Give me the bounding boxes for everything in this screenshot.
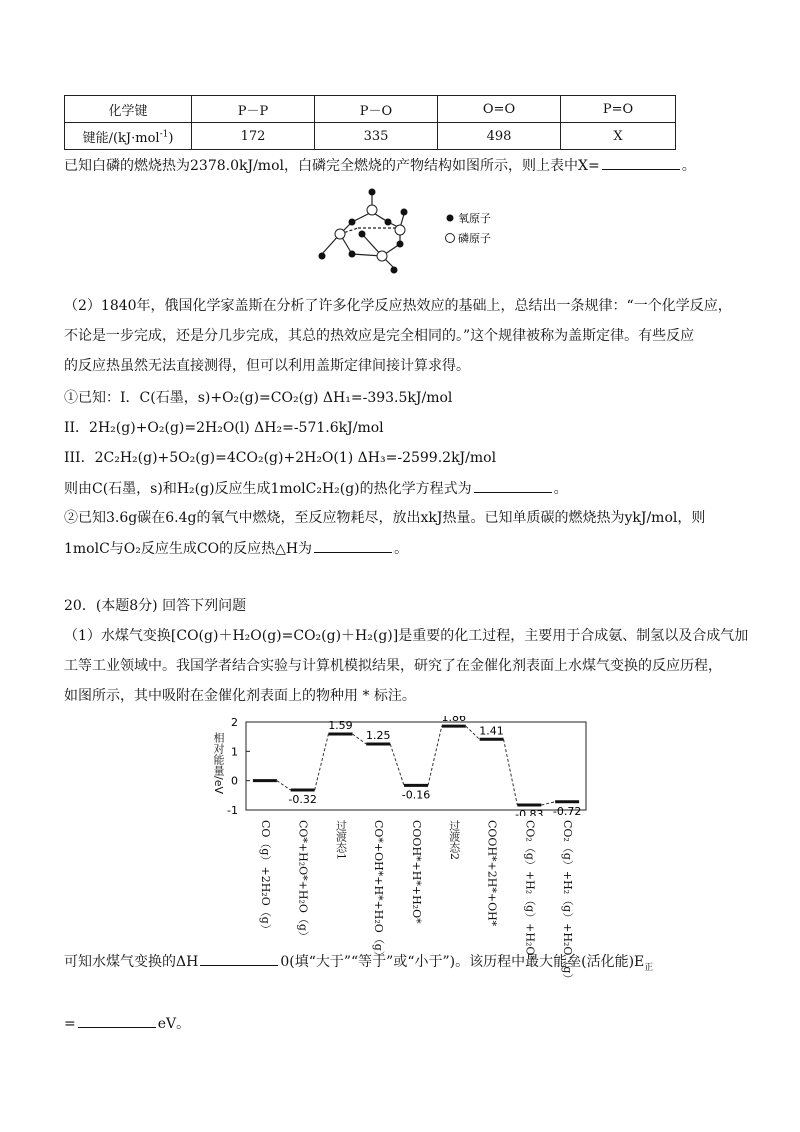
connector-line: [466, 726, 480, 739]
data-label: 1.41: [479, 724, 504, 738]
table-header-cell: P=O: [561, 96, 676, 123]
p4o10-structure-figure: [300, 184, 500, 274]
q2-ask-1: 则由C(石墨，s)和H₂(g)反应生成1molC₂H₂(g)的热化学方程式为 。: [64, 478, 568, 499]
energy-profile-svg: [200, 716, 600, 816]
data-label: 1.86: [441, 716, 467, 725]
oxygen-atom: [349, 219, 356, 226]
category-label: COOH*+2H*+OH*: [485, 820, 499, 927]
q20-para-3: 如图所示，其中吸附在金催化剂表面上的物种用 * 标注。: [64, 688, 416, 704]
q2-ask-2a: ②已知3.6g碳在6.4g的氧气中燃烧，至反应物耗尽，放出xkJ热量。已知单质碳的燃烧热为ykJ/mol，则: [64, 510, 706, 526]
category-label: CO₂（g）+H₂（g）+H₂O*: [523, 820, 537, 961]
y-axis-label: 相对能量/eV: [212, 732, 225, 794]
q20-ask-line: 可知水煤气变换的ΔH 0(填“大于”“等于”或“小于”)。该历程中最大能垒(活化能)$E_正$: [64, 951, 653, 978]
legend-oxygen-icon: [447, 215, 454, 222]
y-tick-label: 1: [231, 745, 238, 759]
y-tick-label: -1: [227, 804, 238, 816]
bond-energy-table: [64, 95, 676, 150]
oxygen-atom: [397, 241, 404, 248]
answer-blank[interactable]: [602, 155, 680, 170]
table-header-cell: P－O: [315, 96, 438, 123]
oxygen-atom: [369, 189, 376, 196]
category-label: CO*+OH*+H*+H₂O（g）: [372, 820, 386, 962]
q2-intro-2: 不论是一步完成，还是分几步完成，其总的热效应是完全相同的。”这个规律被称为盖斯定律。有些反应: [64, 328, 695, 344]
table-cell: 498: [438, 123, 561, 150]
answer-blank[interactable]: [314, 538, 392, 553]
category-label: 过渡态1: [334, 820, 348, 860]
q2-equation-2: II．2H₂(g)+O₂(g)=2H₂O(l) ΔH₂=-571.6kJ/mol: [64, 420, 384, 436]
connector-line: [315, 734, 329, 790]
table-cell: X: [561, 123, 676, 150]
data-label: 1.59: [328, 719, 353, 733]
oxygen-atom: [391, 267, 398, 274]
phosphorus-atom: [367, 205, 377, 215]
q20-title: 20．(本题8分) 回答下列问题: [64, 598, 247, 614]
table-row: [65, 123, 676, 150]
oxygen-atom: [359, 231, 366, 238]
data-label: 1.25: [365, 729, 391, 742]
q2-intro-1: （2）1840年，俄国化学家盖斯在分析了许多化学反应热效应的基础上，总结出一条规律：“一个化学反应，: [64, 298, 732, 314]
q2-equation-3: III．2C₂H₂(g)+5O₂(g)=4CO₂(g)+2H₂O(1) ΔH₃=-2599.2kJ/mol: [64, 450, 497, 466]
connector-line: [390, 744, 404, 785]
legend-phosphorus-icon: [446, 234, 455, 243]
q2-intro-3: 的反应热虽然无法直接测得，但可以利用盖斯定律间接计算求得。: [64, 358, 470, 374]
data-label: -0.83: [515, 808, 544, 816]
table-header-row: [65, 96, 676, 123]
connector-line: [277, 781, 291, 790]
phosphorus-atom: [335, 229, 345, 239]
oxygen-atom: [385, 219, 392, 226]
connector-line: [428, 726, 442, 785]
y-tick-label: 2: [231, 716, 238, 729]
category-label: 过渡态2: [447, 820, 461, 860]
answer-blank[interactable]: [78, 1013, 156, 1028]
table-row-label: 键能/(kJ·mol$^{-1}$): [65, 123, 192, 150]
q20-para-2: 工等工业领域中。我国学者结合实验与计算机模拟结果，研究了在金催化剂表面上水煤气变换的反应历程，: [64, 658, 722, 674]
legend-oxygen-label: 氧原子: [458, 212, 491, 225]
q2-equation-1: ①已知：I．C(石墨，s)+O₂(g)=CO₂(g) ΔH₁=-393.5kJ/mol: [64, 390, 453, 406]
legend-phosphorus-label: 磷原子: [458, 232, 491, 245]
q20-para-1: （1）水煤气变换[CO(g)＋H₂O(g)=CO₂(g)＋H₂(g)]是重要的化工过程，主要用于合成氨、制氢以及合成气加: [64, 628, 749, 644]
table-cell: 172: [192, 123, 315, 150]
connector-line: [504, 739, 518, 805]
table-header-cell: 化学键: [65, 96, 192, 123]
category-label: CO*+H₂O*+H₂O（g）: [296, 820, 310, 942]
q1-line: 已知白磷的燃烧热为2378.0kJ/mol，白磷完全燃烧的产物结构如图所示，则上表中X= 。: [64, 155, 696, 176]
answer-blank[interactable]: [474, 478, 552, 493]
table-cell: 335: [315, 123, 438, 150]
table-header-cell: O=O: [438, 96, 561, 123]
phosphorus-atom: [395, 225, 405, 235]
oxygen-atom: [349, 251, 356, 258]
data-label: -0.32: [288, 793, 317, 807]
connector-line: [352, 734, 366, 744]
category-label: CO（g）+2H₂O（g）: [258, 820, 272, 935]
data-label: -0.72: [552, 804, 582, 816]
table-header-cell: P－P: [192, 96, 315, 123]
answer-blank[interactable]: [200, 951, 278, 966]
q20-ask-line-2: = eV。: [64, 1013, 190, 1034]
data-label: -0.16: [401, 788, 431, 802]
oxygen-atom: [319, 253, 326, 260]
q2-ask-2b: 1molC与O₂反应生成CO的反应热△H为 。: [64, 538, 408, 559]
oxygen-atom: [401, 209, 408, 216]
category-label: CO₂（g）+H₂（g）+H₂O（g）: [561, 820, 575, 985]
y-tick-label: 0: [231, 774, 238, 788]
phosphorus-atom: [377, 251, 387, 261]
category-label: COOH*+H*+H₂O*: [410, 820, 423, 924]
